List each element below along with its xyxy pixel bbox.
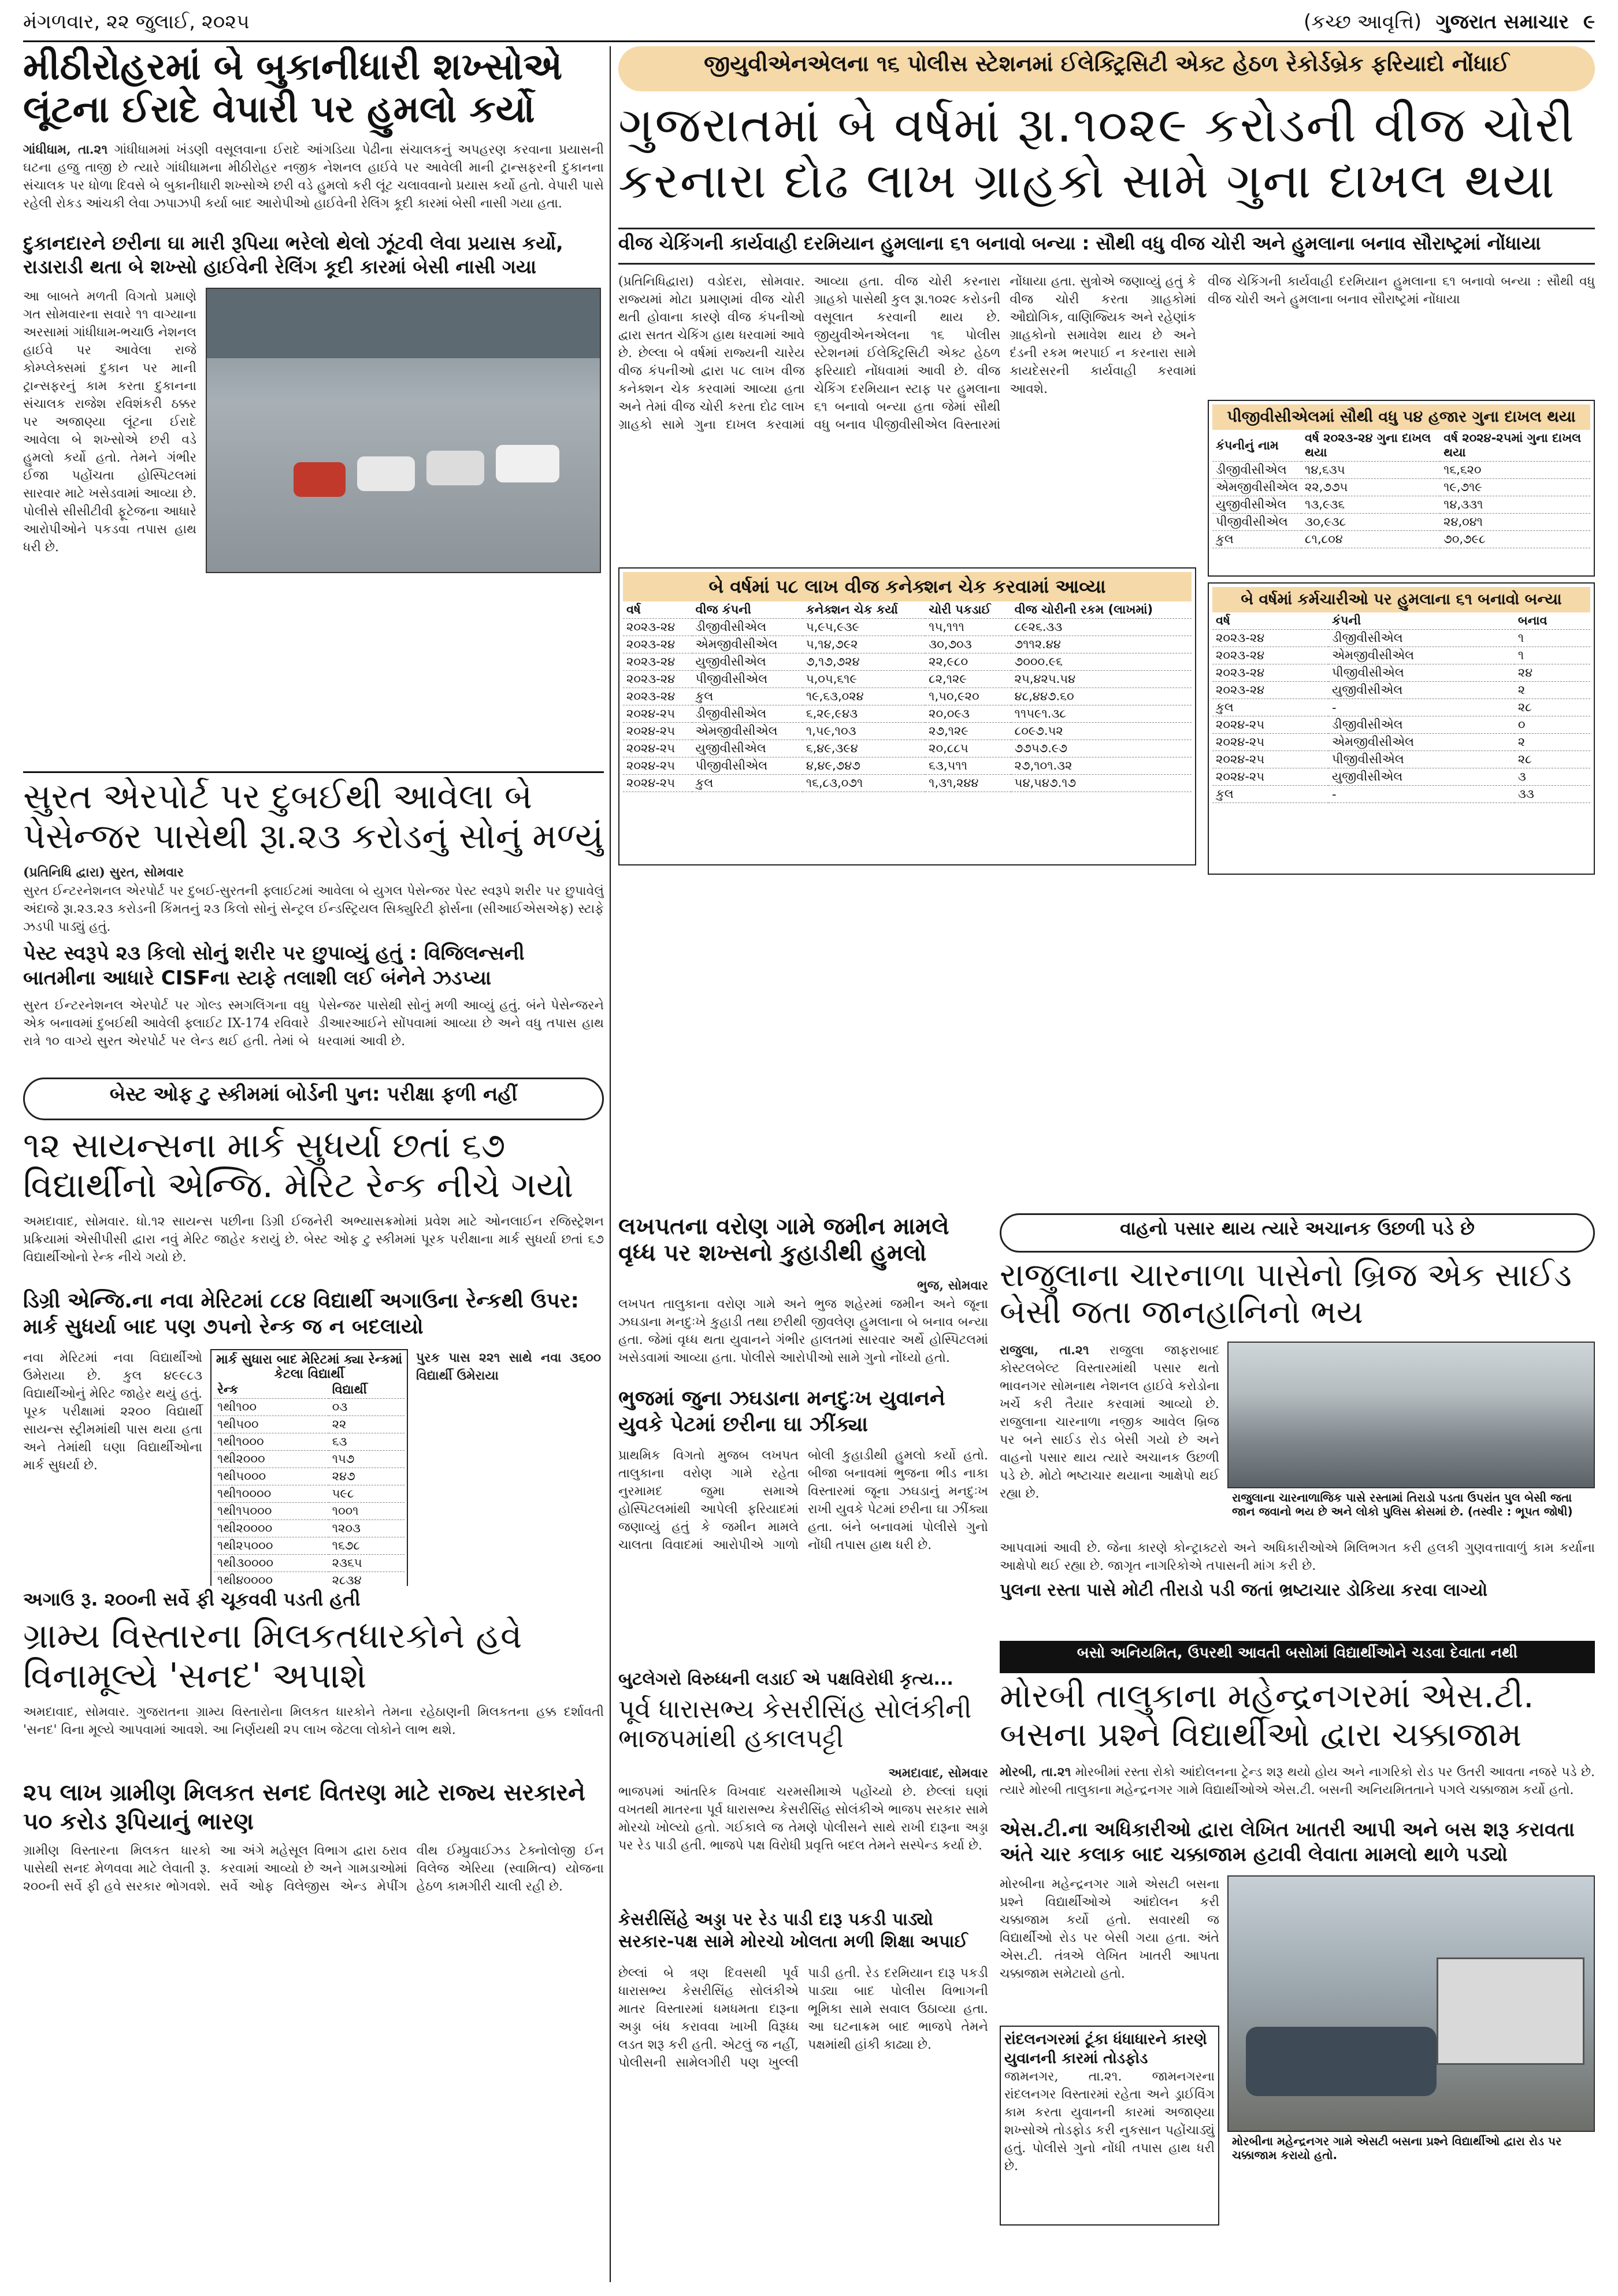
table-header-cell: કંપની [1328,612,1515,630]
subhead: વીજ ચેકિંગની કાર્યવાહી દરમિયાન હુમલાના ૬૧ બનાવો બન્યા : સૌથી વધુ વીજ ચોરી અને હુમલાના બનાવ સૌરાષ્ટ્રમાં નોંધાયા [618,228,1595,265]
table-header-cell: ચોરી પકડાઈ [925,601,1011,619]
table-cell: ૨૪૭ [329,1468,404,1485]
table-cell: ૩૩ [1515,786,1590,803]
table-cell: ૨ [1515,734,1590,751]
table-cell: ૧ [1515,647,1590,664]
bridge-photo [1227,1342,1595,1488]
kicker: અગાઉ રૂ. ૨૦૦ની સર્વે ફી ચૂકવવી પડતી હતી [23,1589,361,1610]
pgvcl-table-box [1208,400,1595,577]
dateline: અમદાવાદ, સોમવાર [888,1766,988,1781]
table-header-row [1212,612,1590,630]
table-header-cell: વર્ષ [1212,612,1328,630]
col-students: વિદ્યાર્થી [329,1381,404,1399]
table-cell: ૧૪,૬૩૫ [1301,462,1440,479]
table-cell: ૨૦૨૩-૨૪ [1212,630,1328,647]
table-cell: ૨૦૨૪-૨૫ [1212,751,1328,768]
table-cell: ૮૯૨૬.૩૩ [1011,619,1192,636]
attacks-table-title: બે વર્ષમાં કર્મચારીઓ પર હુમલાના ૬૧ બનાવો બન્યા [1212,587,1590,612]
table-cell: પીજીવીસીએલ [692,757,803,775]
rank-row [214,1520,404,1537]
pgvcl-row [1212,514,1590,531]
table-cell: ૩૦,૯૩૮ [1301,514,1440,531]
pgvcl-row [1212,479,1590,496]
table-cell: પીજીવીસીએલ [1212,514,1301,531]
table-cell: ૨૦૨૪-૨૫ [623,740,692,757]
table-cell: ૧થી૫૦૦૦ [214,1468,329,1485]
checks-row [623,619,1192,636]
checks-table-box [618,567,1196,865]
attacks-row [1212,716,1590,734]
body-text: છેલ્લાં બે ત્રણ દિવસથી પૂર્વ ધારાસભ્ય કેસરીસિંહ સોલંકીએ માતર વિસ્તારમાં ધમધમતા દારૂના અડ્ડા બંધ કરાવવા ખાખી વિરૂધ્ધ લડત શરૂ કરી હતી. એટલું જ નહીં, પોલીસની સામેલગીરી પણ ખુલ્લી પાડી હતી. રેડ દરમિયાન દારૂ પકડી પાડ્યા બાદ પોલીસ વિભાગની ભૂમિકા સામે સવાલ ઉઠાવ્યા હતા. આ ઘટનાક્રમ બાદ ભાજપે તેમને પક્ષમાંથી હાંકી કાઢ્યા છે. [618,1966,988,2070]
header-paper: ગુજરાત સમાચાર [1435,10,1569,34]
table-cell: ૧થી૧૦૦૦ [214,1433,329,1451]
rank-table-box [210,1349,408,1586]
table-cell: ૨૦૨૪-૨૫ [623,775,692,792]
checks-row [623,671,1192,688]
table-cell: ૨ [1515,682,1590,699]
table-cell: એમજીવીસીએલ [1328,647,1515,664]
lead-body: ગાંધીધામમાં ખંડણી વસૂલવાના ઈરાદે આંગડિયા પેઢીના સંચાલકનું અપહરણ કરવાના પ્રયાસની ઘટના હજુ તાજી છે ત્યારે ગાંધીધામના મીઠીરોહર નજીક નેશનલ હાઈવે પર આવેલી માની ટ્રાન્સફરની દુકાનના સંચાલક પર ધોળા દિવસે બે બુકાનીધારી શખ્સોએ છરી વડે હુમલો કરી લૂંટ ચલાવવાનો પ્રયાસ કર્યો હતો. વેપારી પાસે રહેલી રોકડ આંચકી લેવા ઝપાઝપી કર્યા બાદ આરોપીઓ હાઈવેની રેલિંગ કૂદી કારમાં બેસી નાસી ગયા હતા. [23,143,604,211]
cctv-photo [206,288,601,573]
table-cell: ૨૨ [329,1416,404,1433]
table-cell: ૭૦,૭૯૮ [1440,531,1590,548]
table-cell: - [1328,699,1515,716]
table-cell: ૧,૩૧,૨૪૪ [925,775,1011,792]
table-cell: કુલ [692,688,803,705]
story-rajula [1000,1213,1595,1635]
subhead: કેસરીસિંહે અડ્ડા પર રેડ પાડી દારૂ પકડી પાડ્યો સરકાર-પક્ષ સામે મોરચો ખોલતા મળી શિક્ષા અપાઈ [618,1909,968,1952]
body-text: આપવામાં આવી છે. જેના કારણે કોન્ટ્રાક્ટરો અને અધિકારીઓએ મિલિભગત કરી હલકી ગુણવત્તાવાળું કામ કર્યાના આક્ષેપો થઈ રહ્યા છે. જાગૃત નાગરિકોએ તપાસની માંગ કરી છે. [1000,1541,1595,1573]
table-header-row [623,601,1192,619]
checks-row [623,653,1192,671]
table-cell: ૫૪,૫૪૭.૧૭ [1011,775,1192,792]
side-text [1208,273,1595,400]
attacks-row [1212,751,1590,768]
table-cell: ૧થી૩૦૦૦૦ [214,1555,329,1572]
table-cell: ૨૦,૦૯૩ [925,705,1011,723]
story-bjp [618,1670,988,2282]
lead-body: મોરબીમાં રસ્તા રોકો આંદોલનના ટ્રેન્ડ શરૂ થયો હોય અને નાગરિકો રોડ પર ઉતરી આવતા નજરે પડે છે. ત્યારે મોરબી તાલુકાના મહેન્દ્રનગર ગામે વિદ્યાર્થીઓએ એસ.ટી. બસની અનિયમિતતાને પગલે ચક્કાજામ કર્યો હતો. [1000,1765,1595,1797]
table-cell: ૨૦૨૪-૨૫ [623,757,692,775]
lead-body: અમદાવાદ, સોમવાર. ગુજરાતના ગ્રામ્ય વિસ્તારોના મિલકત ધારકોને તેમના રહેઠાણની મિલકતના હક્ક દર્શાવતી 'સનદ' વિના મૂલ્યે આપવામાં આવશે. આ નિર્ણયથી ૨૫ લાખ જેટલા લોકોને લાભ થશે. [23,1705,604,1737]
table-cell: ૧ [1515,630,1590,647]
lead-text [1000,1342,1219,1538]
table-cell: ૧૬૭૮ [329,1537,404,1555]
table-cell: કુલ [1212,531,1301,548]
table-cell: ૧૧૫૯૧.૩૮ [1011,705,1192,723]
body-text: નવા મેરિટમાં નવા વિદ્યાર્થીઓ ઉમેરાયા છે. કુલ ૪૯૯૮૩ વિદ્યાર્થીઓનું મેરિટ જાહેર થયું હતું. પૂરક પરીક્ષામાં ૨૨૦૦ વિદ્યાર્થી સાયન્સ સ્ટ્રીમમાંથી પાસ થયા હતા અને તેમાંથી ઘણા વિદ્યાર્થીઓના માર્ક સુધર્યા છે. [23,1351,202,1473]
col-rank: રેન્ક [214,1381,329,1399]
byline: (પ્રતિનિધિ દ્વારા) સુરત, સોમવાર [23,865,184,880]
lead-body: અમદાવાદ, સોમવાર. ધો.૧૨ સાયન્સ પછીના ડિગ્રી ઈજનેરી અભ્યાસક્રમોમાં પ્રવેશ માટે ઓનલાઈન રજિસ્ટ્રેશન પ્રક્રિયામાં એસીપીસી દ્વારા નવું મેરિટ જાહેર કરાયું છે. બેસ્ટ ઓફ ટુ સ્કીમમાં પૂરક પરીક્ષાના માર્ક સુધર્યા છતાં ૬૭ વિદ્યાર્થીઓનો રેન્ક નીચે ગયો છે. [23,1214,604,1265]
attacks-row [1212,664,1590,682]
attacks-row [1212,682,1590,699]
table-header-cell: કનેક્શન ચેક કર્યા [803,601,925,619]
table-cell: ૨૦૨૪-૨૫ [1212,716,1328,734]
table-cell: ૮૨,૧૨૯ [925,671,1011,688]
subhead: પેસ્ટ સ્વરૂપે ૨૩ કિલો સોનું શરીર પર છુપાવ્યું હતું : વિજિલન્સની બાતમીના આધારે CISFના સ્ટાફે તલાશી લઈ બંનેને ઝડપ્યા [23,942,525,990]
body-text: આ બાબતે મળતી વિગતો પ્રમાણે ગત સોમવારના સવારે ૧૧ વાગ્યાના અરસામાં ગાંધીધામ-ભચાઉ નેશનલ હાઈવે પર આવેલા રાજે કોમ્પ્લેક્સમાં દુકાન પર માની ટ્રાન્સફરનું કામ કરતા દુકાનના સંચાલક રાજેશ રવિશંકરી ઠક્કર પર અજાણ્યા લૂંટના ઈરાદે આવેલા બે શખ્સોએ છરી વડે હુમલો કર્યો હતો. તેમને ગંભીર ઈજા પહોંચતા હોસ્પિટલમાં સારવાર માટે ખસેડવામાં આવ્યા છે. પોલીસે સીસીટીવી ફૂટેજના આધારે આરોપીઓને પકડવા તપાસ હાથ ધરી છે. [23,289,196,555]
table-cell: ૧૦૦૧ [329,1503,404,1520]
protest-photo [1227,1875,1595,2132]
table-cell: એમજીવીસીએલ [692,723,803,740]
headline: મોરબી તાલુકાના મહેન્દ્રનગરમાં એસ.ટી. બસના પ્રશ્ને વિદ્યાર્થીઓ દ્વારા ચક્કાજામ [1000,1676,1534,1754]
story-lakhpat [618,1213,988,1664]
table-cell: ૬,૪૯,૩૯૪ [803,740,925,757]
rank-row [214,1399,404,1416]
rank-row [214,1503,404,1520]
rank-row [214,1433,404,1451]
checks-row [623,705,1192,723]
dateline: રાજુલા, તા.૨૧ [1000,1343,1089,1358]
table-cell: ૧૯,૬૩,૦૨૪ [803,688,925,705]
table-cell: ૩ [1515,768,1590,786]
lead-body: સુરત ઈન્ટરનેશનલ એરપોર્ટ પર દુબઈ-સુરતની ફ્લાઈટમાં આવેલા બે યુગલ પેસેન્જર પેસ્ટ સ્વરૂપે શરીર પર છુપાવેલું અંદાજે રૂા.૨૩.૨૩ કરોડની કિંમતનું ૨૩ કિલો સોનું સેન્ટ્રલ ઈન્ડસ્ટ્રિયલ સિક્યુરિટી ફોર્સના (સીઆઈએસએફ) સ્ટાફે ઝડપી પાડ્યું હતું. [23,884,604,934]
attacks-row [1212,768,1590,786]
dateline: મોરબી, તા.૨૧ [1000,1764,1071,1779]
table-cell: ૨૦૨૩-૨૪ [1212,647,1328,664]
table-cell: ૧૬,૬૨૦ [1440,462,1590,479]
rank-row [214,1555,404,1572]
table-cell: ૨૩૬૫ [329,1555,404,1572]
table-cell: ૨૦૨૪-૨૫ [1212,734,1328,751]
header-rule [23,40,1595,42]
table-cell: ૦ [1515,716,1590,734]
headline: મીઠીરોહરમાં બે બુકાનીધારી શખ્સોએ લૂંટના ઈરાદે વેપારી પર હુમલો કર્યો [23,46,563,131]
kicker: બુટલેગરો વિરુધ્ધની લડાઈ એ પક્ષવિરોધી કૃત્ય... [618,1670,953,1689]
table-cell: ૨૨,૭૭૫ [1301,479,1440,496]
table-cell: યુજીવીસીએલ [692,653,803,671]
table-cell: ૬૩,૫૧૧ [925,757,1011,775]
photo-caption: રાજુલાના ચારનાળાજિક પાસે રસ્તામાં તિરાડો પડતા ઉપરાંત પુલ બેસી જતા જાન જવાનો ભય છે અને લોકો પુલિસ ક્રોસમાં છે. (તસ્વીર : ભૂપત જોષી) [1227,1488,1595,1539]
table-cell: ૧૪,૩૩૧ [1440,496,1590,514]
story-vij [618,46,1595,1202]
table-header-cell: વર્ષ ૨૦૨૪-૨૫માં ગુના દાખલ થયા [1440,430,1590,462]
table-cell: ૨૦૨૪-૨૫ [623,705,692,723]
body-text-cont [416,1349,601,1580]
table-cell: ૪૮,૪૪૭.૬૦ [1011,688,1192,705]
table-cell: ૨૪ [1515,664,1590,682]
pgvcl-table-title: પીજીવીસીએલમાં સૌથી વધુ ૫૪ હજાર ગુના દાખલ થયા [1212,404,1590,430]
kicker: બેસ્ટ ઓફ ટુ સ્કીમમાં બોર્ડની પુન: પરીક્ષા ફળી નહીં [23,1078,604,1120]
rank-table [214,1381,404,1586]
table-cell: ડીજીવીસીએલ [692,619,803,636]
headline: ગ્રામ્ય વિસ્તારના મિલકતધારકોને હવે વિનામૂલ્યે 'સનદ' અપાશે [23,1616,522,1696]
table-cell: ૫,૧૪,૭૯૨ [803,636,925,653]
checks-table-title: બે વર્ષમાં ૫૮ લાખ વીજ કનેક્શન ચેક કરવામાં આવ્યા [623,572,1192,601]
table-cell: ૧૫,૧૧૧ [925,619,1011,636]
table-cell: ૨૦૨૩-૨૪ [623,688,692,705]
attacks-row [1212,647,1590,664]
table-cell: પીજીવીસીએલ [692,671,803,688]
lead-text [23,141,604,228]
table-cell: ૨૮ [1515,751,1590,768]
subhead: ભુજમાં જુના ઝઘડાના મનદુઃખ યુવાનને યુવકે પેટમાં છરીના ઘા ઝીંક્યા [618,1387,945,1436]
table-cell: ૨૦૨૩-૨૪ [623,671,692,688]
table-header-cell: કંપનીનું નામ [1212,430,1301,462]
kicker: બસો અનિયમિત, ઉપરથી આવતી બસોમાં વિદ્યાર્થીઓને ચડવા દેવાતા નથી [1000,1641,1595,1673]
table-cell: એમજીવીસીએલ [1328,734,1515,751]
table-cell: ૧થી૨૦૦૦૦ [214,1520,329,1537]
table-cell: ૧થી૧૦૦૦૦ [214,1485,329,1503]
building-shape [207,289,600,358]
photo-caption: મોરબીના મહેન્દ્રનગર ગામે એસટી બસના પ્રશ્ને વિદ્યાર્થીઓ દ્વારા રોડ પર ચક્કાજામ કરાયો હતો. [1227,2132,1595,2171]
table-cell: ૧થી૪૦૦૦૦ [214,1572,329,1587]
subhead: ૨૫ લાખ ગ્રામીણ મિલકત સનદ વિતરણ માટે રાજ્ય સરકારને ૫૦ કરોડ રૂપિયાનું ભારણ [23,1779,585,1835]
table-cell: ૫૯૮ [329,1485,404,1503]
table-cell: ૧થી૧૦૦ [214,1399,329,1416]
story-sanad [23,1589,604,2282]
story-morbi [1000,1641,1595,2282]
table-cell: ૧,૫૯,૧૦૩ [803,723,925,740]
checks-row [623,757,1192,775]
table-cell: ૦૩ [329,1399,404,1416]
table-cell: ૨૦૨૩-૨૪ [623,653,692,671]
subhead: ડિગ્રી એન્જિ.ના નવા મેરિટમાં ૮૮૪ વિદ્યાર્થી અગાઉના રેન્કથી ઉપર: માર્ક સુધર્યા બાદ પણ ૭૫નો રેન્ક જ ન બદલાયો [23,1289,579,1339]
story-mithirohar [23,46,604,768]
table-cell: એમજીવીસીએલ [1212,479,1301,496]
headline: પૂર્વ ધારાસભ્ય કેસરીસિંહ સોલંકીની ભાજપમાંથી હકાલપટ્ટી [618,1695,972,1753]
body-text: સુરત ઈન્ટરનેશનલ એરપોર્ટ પર ગોલ્ડ સ્મગલિંગના વધુ એક બનાવમાં દુબઈથી આવેલી ફ્લાઈટ IX-174 રવિવારે રાત્રે ૧૦ વાગ્યે સુરત એરપોર્ટ પર લેન્ડ થઈ હતી. તેમાં બે પેસેન્જર પાસેથી સોનું મળી આવ્યું હતું. બંને પેસેન્જરને ડીઆરઆઈને સોંપવામાં આવ્યા છે અને વધુ તપાસ હાથ ધરવામાં આવી છે. [23,998,604,1049]
rank-row [214,1485,404,1503]
table-cell: ૧થી૨૦૦૦ [214,1451,329,1468]
checks-row [623,775,1192,792]
body-text: (પ્રતિનિધિદ્વારા) વડોદરા, સોમવાર. રાજ્યમાં મોટા પ્રમાણમાં વીજ ચોરી થતી હોવાના કારણે વીજ કંપનીઓ દ્વારા સતત ચેકિંગ હાથ ધરવામાં આવે છે. છેલ્લા બે વર્ષમાં રાજ્યની ચારેય વીજ કંપનીઓ દ્વારા ૫૮ લાખ વીજ કનેક્શન ચેક કરવામાં આવ્યા હતા અને તેમાં વીજ ચોરી કરતા દોઢ લાખ ગ્રાહકો સામે ગુના દાખલ કરવામાં આવ્યા હતા. વીજ ચોરી કરનારા ગ્રાહકો પાસેથી કુલ રૂા.૧૦૨૯ કરોડની વસૂલાત કરવાની થાય છે. જીયુવીએનએલના ૧૬ પોલીસ સ્ટેશનમાં ઈલેક્ટ્રિસિટી એક્ટ હેઠળ ફરિયાદો નોંધવામાં આવી છે. વીજ ચેકિંગ દરમિયાન સ્ટાફ પર હુમલાના ૬૧ બનાવો બન્યા હતા જેમાં સૌથી વધુ બનાવ પીજીવીસીએલ વિસ્તારમાં નોંધાયા હતા. સુત્રોએ જણાવ્યું હતું કે વીજ ચોરી કરતા ગ્રાહકોમાં ઔદ્યોગિક, વાણિજ્યિક અને રહેણાંક ગ્રાહકોનો સમાવેશ થાય છે અને દંડની રકમ ભરપાઈ ન કરનારા સામે કાયદેસરની કાર્યવાહી કરવામાં આવશે. [618,274,1196,432]
rank-row [214,1451,404,1468]
side-body: વીજ ચેકિંગની કાર્યવાહી દરમિયાન હુમલાના ૬૧ બનાવો બન્યા : સૌથી વધુ વીજ ચોરી અને હુમલાના બનાવ સૌરાષ્ટ્રમાં નોંધાયા [1208,274,1595,307]
pgvcl-row [1212,462,1590,479]
table-cell: ડીજીવીસીએલ [1328,716,1515,734]
kicker: જીયુવીએનએલના ૧૬ પોલીસ સ્ટેશનમાં ઈલેક્ટ્રિસિટી એક્ટ હેઠળ રેકોર્ડબ્રેક ફરિયાદો નોંધાઈ [618,46,1595,91]
table-cell: - [1328,786,1515,803]
table-cell: યુજીવીસીએલ [1212,496,1301,514]
rank-row [214,1572,404,1587]
table-header-row [1212,430,1590,462]
lead-body: રાજુલા જાફરાબાદ કોસ્ટલબેલ્ટ વિસ્તારમાંથી પસાર થતો ભાવનગર સોમનાથ નેશનલ હાઈવે કરોડોના ખર્ચે કરી તૈયાર કરવામાં આવ્યો છે. રાજુલાના ચારનાળા નજીક આવેલ બ્રિજ પર બને સાઈડ રોડ બેસી ગયો છે અને વાહનો પસાર થાય ત્યારે અચાનક ઉછળી પડે છે. મોટો ભષ્ટાચાર થયાના આક્ષેપો થઈ રહ્યા છે. [1000,1343,1219,1501]
table-header-cell: વીજ ચોરીની રકમ (લાખમાં) [1011,601,1192,619]
headline: ગુજરાતમાં બે વર્ષમાં રૂા.૧૦૨૯ કરોડની વીજ ચોરી કરનારા દોઢ લાખ ગ્રાહકો સામે ગુના દાખલ થયા [618,96,1575,209]
header-masthead [1304,10,1595,34]
table-cell: ૭૦૦૦.૯૬ [1011,653,1192,671]
column-rule [610,46,611,2282]
checks-row [623,636,1192,653]
table-cell: ૨૭,૧૦૧.૩૨ [1011,757,1192,775]
table-cell: ૫,૦૫,૬૧૯ [803,671,925,688]
table-cell: ૨૦૨૪-૨૫ [1212,768,1328,786]
dateline: ગાંધીધામ, તા.૨૧ [23,142,108,157]
table-cell: ૬૩ [329,1433,404,1451]
table-cell: ૨૦૨૩-૨૪ [1212,682,1328,699]
table-cell: યુજીવીસીએલ [1328,768,1515,786]
rank-table-title: માર્ક સુધારા બાદ મેરિટમાં ક્યા રેન્કમાં કેટલા વિદ્યાર્થી [216,1353,403,1381]
headline: રાજુલાના ચારનાળા પાસેનો બ્રિજ એક સાઈડ બેસી જતા જાનહાનિનો ભય [1000,1257,1572,1332]
table-header-cell: બનાવ [1515,612,1590,630]
headline: લખપતના વરોણ ગામે જમીન મામલે વૃધ્ધ પર શખ્સનો કુહાડીથી હુમલો [618,1213,949,1266]
attacks-table [1212,612,1590,803]
table-cell: ૧૩,૯૩૬ [1301,496,1440,514]
header-page-number: ૯ [1583,10,1595,34]
rank-row [214,1468,404,1485]
crowd-shape [1246,2027,1437,2096]
table-header-cell: વર્ષ [623,601,692,619]
table-cell: ૨૦૨૩-૨૪ [1212,664,1328,682]
car-white-2 [426,451,484,485]
story-score [23,1078,604,1586]
side-box-title: રાંદલનગરમાં ટૂંકા ધંધાધારને કારણે યુવાનની કારમાં તોડફોડ [1004,2031,1207,2067]
table-cell: ૧૫૭ [329,1451,404,1468]
table-header-cell: વીજ કંપની [692,601,803,619]
table-cell: ૧૬,૮૩,૦૭૧ [803,775,925,792]
attacks-row [1212,630,1590,647]
table-cell: ૪,૪૯,૭૪૭ [803,757,925,775]
table-cell: કુલ [1212,786,1328,803]
box-note: પુરક પાસ ૨૨૧ સાથે નવા ૩૬૦૦ વિદ્યાર્થી ઉમેરાયા [416,1350,601,1383]
table-cell: ૨૮૩૪ [329,1572,404,1587]
car-white-1 [357,456,415,491]
table-cell: પીજીવીસીએલ [1328,751,1515,768]
checks-row [623,688,1192,705]
table-cell: પીજીવીસીએલ [1328,664,1515,682]
table-cell: ૨૫,૪૨૫.૫૪ [1011,671,1192,688]
rank-row [214,1416,404,1433]
dateline: ભુજ, સોમવાર [916,1278,988,1293]
table-cell: ડીજીવીસીએલ [1212,462,1301,479]
table-cell: ૭,૧૭,૭૨૪ [803,653,925,671]
table-cell: એમજીવીસીએલ [692,636,803,653]
lead-body: લખપત તાલુકાના વરોણ ગામે અને ભુજ શહેરમાં જમીન અને જૂના ઝઘડાના મનદુઃખે કુહાડી તથા છરીથી જીવલેણ હુમલાના બે બનાવ બન્યા હતા. જેમાં વૃધ્ધ થતા યુવાનને ગંભીર હાલતમાં સારવાર અર્થે હોસ્પિટલમાં ખસેડવામાં આવ્યા હતા. પોલીસે આરોપીઓ સામે ગુનો નોંધ્યો હતો. [618,1297,988,1365]
table-cell: ૧,૫૦,૯૨૦ [925,688,1011,705]
kicker: વાહનો પસાર થાય ત્યારે અચાનક ઉછળી પડે છે [1000,1213,1595,1253]
table-cell: ૨૨,૯૮૦ [925,653,1011,671]
pgvcl-table [1212,430,1590,548]
story-surat [23,777,604,1075]
table-cell: ૨૭,૧૨૯ [925,723,1011,740]
attacks-table-box [1208,582,1595,875]
table-cell: ૨૦૨૩-૨૪ [623,636,692,653]
table-cell: ૧થી૧૫૦૦૦ [214,1503,329,1520]
table-cell: ડીજીવીસીએલ [692,705,803,723]
table-cell: ૩૦,૭૦૩ [925,636,1011,653]
subhead: પુલના રસ્તા પાસે મોટી તીરાડો પડી જતાં ભ્રષ્ટાચાર ડોકિયા કરવા લાગ્યો [1000,1580,1488,1600]
car-white-3 [496,445,559,482]
table-cell: ૧૨૦૩ [329,1520,404,1537]
table-cell: ૧૯,૭૧૯ [1440,479,1590,496]
side-box-body: જામનગર, તા.૨૧. જામનગરના રાંદલનગર વિસ્તારમાં રહેતા અને ડ્રાઈવિંગ કામ કરતા યુવાનની કારમાં અજાણ્યા શખ્સોએ તોડફોડ કરી નુકસાન પહોંચાડ્યું હતું. પોલીસે ગુનો નોંધી તપાસ હાથ ધરી છે. [1004,2070,1215,2174]
divider [23,771,604,773]
body-text: પ્રાથમિક વિગતો મુજબ લખપત તાલુકાના વરોણ ગામે રહેતા નુરમામદ જુમા સમાએ હોસ્પિટલમાંથી આપેલી ફરિયાદમાં જણાવ્યું હતું કે જમીન મામલે ચાલતા વિવાદમાં આરોપીએ ગાળો બોલી કુહાડીથી હુમલો કર્યો હતો. બીજા બનાવમાં ભુજના ભીડ નાકા વિસ્તારમાં જૂના ઝઘડાનું મનદુઃખ રાખી યુવકે પેટમાં છરીના ઘા ઝીંક્યા હતા. બંને બનાવમાં પોલીસે ગુનો નોંધી તપાસ હાથ ધરી છે. [618,1448,988,1552]
table-cell: યુજીવીસીએલ [1328,682,1515,699]
side-box [1000,2026,1219,2226]
table-cell: ૬,૨૯,૯૪૩ [803,705,925,723]
table-cell: ૨૦૨૪-૨૫ [623,723,692,740]
table-header-cell: વર્ષ ૨૦૨૩-૨૪ ગુના દાખલ થયા [1301,430,1440,462]
table-cell: ૨૦૨૩-૨૪ [623,619,692,636]
headline: ૧૨ સાયન્સના માર્ક સુધર્યા છતાં ૬૭ વિદ્યાર્થીનો એન્જિ. મેરિટ રેન્ક નીચે ગયો [23,1125,574,1206]
car-red [294,462,346,497]
table-cell: ૨૮ [1515,699,1590,716]
checks-table [623,601,1192,792]
table-cell: ૫,૯૫,૯૩૯ [803,619,925,636]
subhead: એસ.ટી.ના અધિકારીઓ દ્વારા લેખિત ખાતરી આપી અને બસ શરૂ કરાવતા અંતે ચાર કલાક બાદ ચક્કાજામ હટાવી લેવાતા મામલો થાળે પડ્યો [1000,1818,1575,1866]
header-date: મંગળવાર, ૨૨ જુલાઈ, ૨૦૨૫ [23,10,250,34]
table-cell: ડીજીવીસીએલ [1328,630,1515,647]
subhead: દુકાનદારને છરીના ઘા મારી રૂપિયા ભરેલો થેલો ઝૂંટવી લેવા પ્રયાસ કર્યો, રાડારાડી થતા બે શખ્સો હાઈવેની રેલિંગ કૂદી કારમાં બેસી નાસી ગયા [23,232,563,278]
table-cell: કુલ [1212,699,1328,716]
table-cell: ૨૪,૦૪૧ [1440,514,1590,531]
table-cell: ૧થી૫૦૦ [214,1416,329,1433]
bus-shape [1437,1957,1584,2065]
table-cell: કુલ [692,775,803,792]
body-text: મોરબીના મહેન્દ્રનગર ગામે એસટી બસના પ્રશ્ને વિદ્યાર્થીઓએ આંદોલન કરી ચક્કાજામ કર્યો હતો. સવારથી જ વિદ્યાર્થીઓ રોડ પર બેસી ગયા હતા. અંતે એસ.ટી. તંત્રએ લેખિત ખાતરી આપતા ચક્કાજામ સમેટાયો હતો. [1000,1877,1219,1981]
rank-row [214,1537,404,1555]
pgvcl-row [1212,496,1590,514]
table-cell: યુજીવીસીએલ [692,740,803,757]
table-cell: ૧થી૨૫૦૦૦ [214,1537,329,1555]
table-cell: ૮૦૯૭.૫૨ [1011,723,1192,740]
checks-row [623,740,1192,757]
attacks-row [1212,786,1590,803]
body-text: ગ્રામીણ વિસ્તારના મિલકત ધારકો પાસેથી સનદ મેળવવા માટે લેવાતી રૂ. ૨૦૦ની સર્વે ફી હવે સરકાર ભોગવશે. આ અંગે મહેસૂલ વિભાગ દ્વારા ઠરાવ કરવામાં આવ્યો છે અને ગામડાઓમાં સર્વે ઓફ વિલેજીસ એન્ડ મેપીંગ વીથ ઈમ્પ્રુવાઈઝડ ટેક્નોલોજી ઈન વિલેજ એરિયા (સ્વામિત્વ) યોજના હેઠળ કામગીરી ચાલી રહી છે. [23,1844,604,1894]
lead-body: ભાજપમાં આંતરિક વિખવાદ ચરમસીમાએ પહોંચ્યો છે. છેલ્લાં ઘણાં વખતથી માતરના પૂર્વ ધારાસભ્ય કેસરીસિંહ સોલંકીએ ભાજપ સરકાર સામે મોરચો ખોલ્યો હતો. ગઈકાલે જ તેમણે પોલીસને સાથે રાખી દારૂના અડ્ડા પર રેડ પાડી હતી. ભાજપે પક્ષ વિરોધી પ્રવૃત્તિ બદલ તેમને સસ્પેન્ડ કર્યા છે. [618,1785,988,1853]
lead-text [1000,1763,1595,1818]
table-cell: ૭૭૫૭.૯૭ [1011,740,1192,757]
table-cell: ૨૦,૮૮૫ [925,740,1011,757]
header-edition: (કચ્છ આવૃત્તિ) [1304,10,1422,34]
table-cell: ૭૧૧૨.૪૪ [1011,636,1192,653]
table-cell: ૮૧,૮૦૪ [1301,531,1440,548]
attacks-row [1212,699,1590,716]
checks-row [623,723,1192,740]
pgvcl-row [1212,531,1590,548]
attacks-row [1212,734,1590,751]
headline: સુરત એરપોર્ટ પર દુબઈથી આવેલા બે પેસેન્જર પાસેથી રૂા.૨૩ કરોડનું સોનું મળ્યું [23,777,604,857]
